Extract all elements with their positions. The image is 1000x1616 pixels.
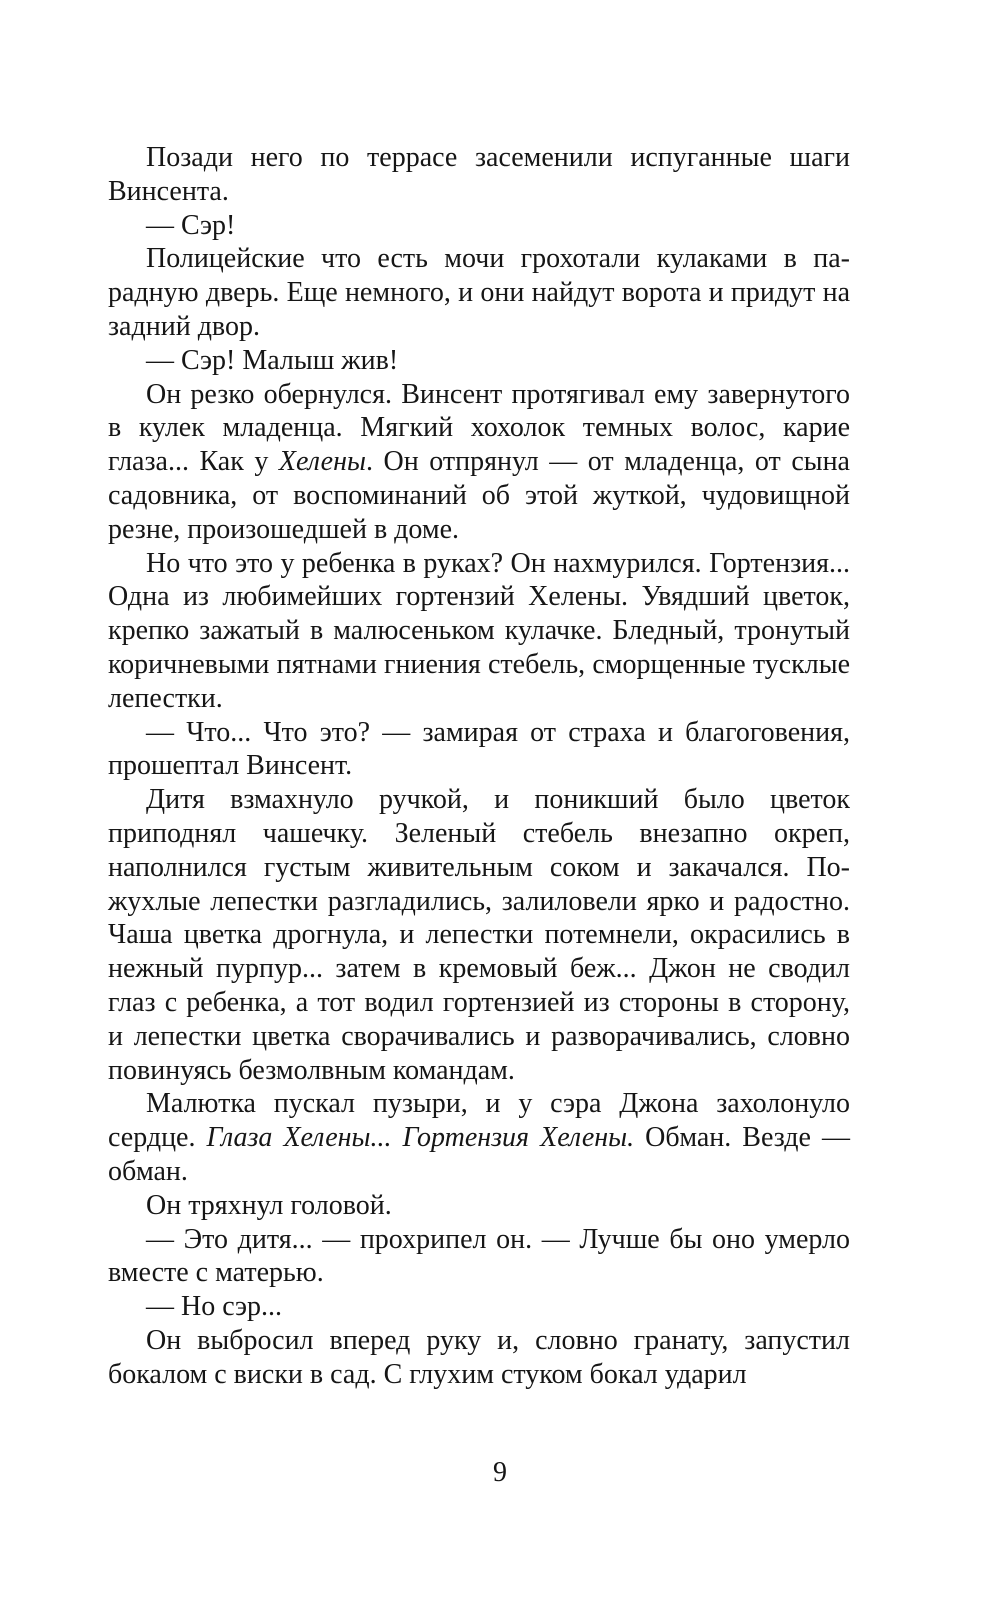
text-segment: Дитя взмахнуло ручкой, и поникший было цветок приподнял чашечку. Зеленый стебель внезапно окреп, наполнился густым живительным соком и закачался. Пожухлые лепестки разгладились, залиловели ярко и радостно. Чаша цветка дрогнула, и лепестки потемнели, окрасились в нежный пурпур... затем в кремовый беж... Джон не сводил глаз с ребенка, а тот водил гортензией из стороны в сторону, и лепестки цветка сворачивались и разворачивались, словно повинуясь безмолвным командам. [108,784,850,1086]
text-segment: Позади него по террасе засеменили испуганные шаги Винсента. [108,142,850,207]
text-segment: — Но сэр... [146,1291,283,1323]
paragraph [108,783,850,1087]
paragraph [108,344,850,378]
text-segment: Полицейские что есть мочи грохотали кулаками в парадную дверь. Еще немного, и они найдут ворота и придут на задний двор. [108,243,850,342]
paragraph [108,1223,850,1291]
paragraph [108,141,850,209]
paragraph [108,209,850,243]
text-segment: — Это дитя... — прохрипел он. — Лучше бы оно умерло вместе с матерью. [108,1223,850,1289]
italic-segment: Глаза Хелены... Гортензия Хелены. [206,1122,635,1154]
paragraph [108,1087,850,1188]
paragraph [108,1324,850,1392]
paragraph [108,716,850,784]
paragraph [108,1189,850,1223]
page-number: 9 [493,1457,507,1488]
paragraph [108,378,850,547]
text-segment: — Сэр! [146,209,236,241]
text-segment: Он тряхнул головой. [146,1189,392,1221]
text-segment: Но что это у ребенка в руках? Он нахмурился. Гортензия... Одна из любимейших гортензий Хелены. Увядший цветок, крепко зажатый в малюсеньком кулачке. Бледный, тронутый коричневыми пятнами гниения стебель, сморщенные тусклые лепестки. [108,547,850,714]
text-segment: Обман. Везде — обман. [108,1122,850,1187]
paragraph [108,1290,850,1324]
text-segment: . Он отпрянул — от младенца, от сына садовника, от воспоминаний об этой жуткой, чудовищной резне, произошедшей в доме. [108,446,850,545]
text-body [108,141,850,1391]
text-segment: — Сэр! Малыш жив! [146,344,399,376]
text-segment: Он выбросил вперед руку и, словно гранату, запустил бокалом с виски в сад. С глухим стуком бокал ударил [108,1324,850,1390]
paragraph [108,547,850,716]
text-segment: Малютка пускал пузыри, и у сэра Джона захолонуло сердце. [108,1088,850,1154]
italic-segment: Хелены [278,446,366,478]
text-segment: — Что... Что это? — замирая от страха и благоговения, прошептал Винсент. [108,716,850,782]
paragraph [108,242,850,343]
text-segment: Он резко обернулся. Винсент протягивал ему завернутого в кулек младенца. Мягкий хохолок темных волос, карие глаза... Как у [108,378,850,478]
